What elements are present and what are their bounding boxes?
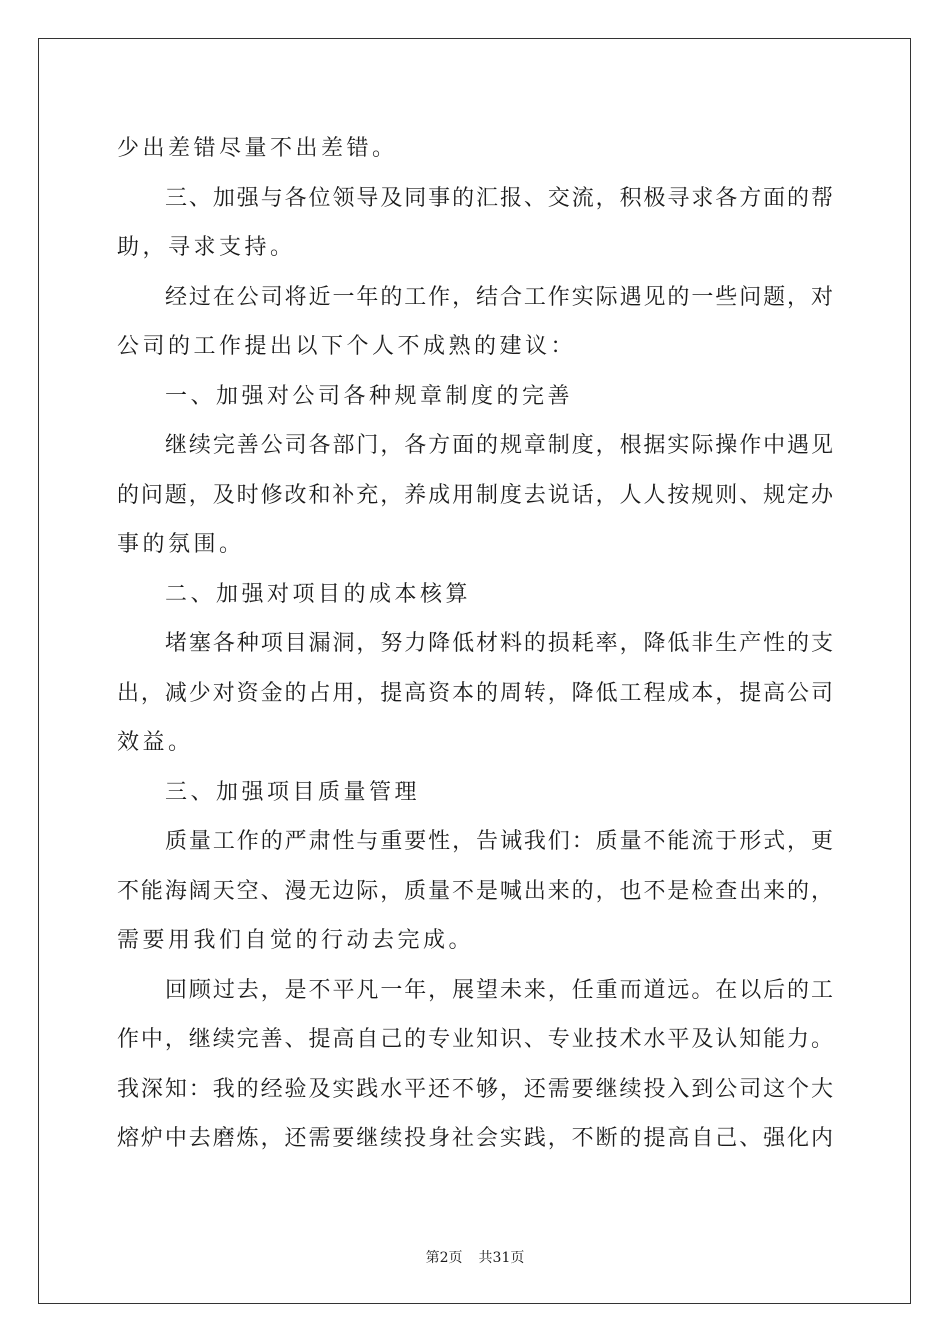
text-line: 事的氛围。 (117, 532, 245, 557)
text-line: 熔炉中去磨炼，还需要继续投身社会实践，不断的提高自己、强化内 (117, 1126, 833, 1151)
text-line: 不能海阔天空、漫无边际，质量不是喊出来的，也不是检查出来的， (117, 878, 833, 904)
text-line: 一、加强对公司各种规章制度的完善 (165, 383, 574, 409)
text-line: 回顾过去，是不平凡一年，展望未来，任重而道远。在以后的工 (165, 977, 833, 1003)
text-line: 少出差错尽量不出差错。 (117, 136, 398, 161)
text-line: 三、加强与各位领导及同事的汇报、交流，积极寻求各方面的帮 (165, 185, 833, 211)
text-line: 质量工作的严肃性与重要性，告诫我们：质量不能流于形式，更 (165, 829, 833, 854)
text-line: 的问题，及时修改和补充，养成用制度去说话，人人按规则、规定办 (117, 482, 833, 508)
text-line: 三、加强项目质量管理 (165, 779, 421, 805)
text-line: 二、加强对项目的成本核算 (165, 581, 472, 607)
page-total: 共31页 (478, 1250, 525, 1266)
page-footer (0, 1247, 950, 1267)
text-line: 效益。 (117, 730, 194, 755)
text-line: 我深知：我的经验及实践水平还不够，还需要继续投入到公司这个大 (117, 1076, 833, 1102)
text-line: 助，寻求支持。 (117, 235, 296, 260)
text-line: 经过在公司将近一年的工作，结合工作实际遇见的一些问题，对 (165, 284, 833, 310)
text-line: 堵塞各种项目漏洞，努力降低材料的损耗率，降低非生产性的支 (165, 631, 833, 656)
text-line: 需要用我们自觉的行动去完成。 (117, 928, 475, 953)
text-line: 作中，继续完善、提高自己的专业知识、专业技术水平及认知能力。 (117, 1027, 833, 1052)
page-number: 第2页 (425, 1250, 463, 1266)
text-line: 公司的工作提出以下个人不成熟的建议： (117, 334, 577, 359)
text-line: 继续完善公司各部门，各方面的规章制度，根据实际操作中遇见 (165, 433, 833, 458)
document-body (117, 124, 833, 1164)
text-line: 出，减少对资金的占用，提高资本的周转，降低工程成本，提高公司 (117, 680, 833, 706)
